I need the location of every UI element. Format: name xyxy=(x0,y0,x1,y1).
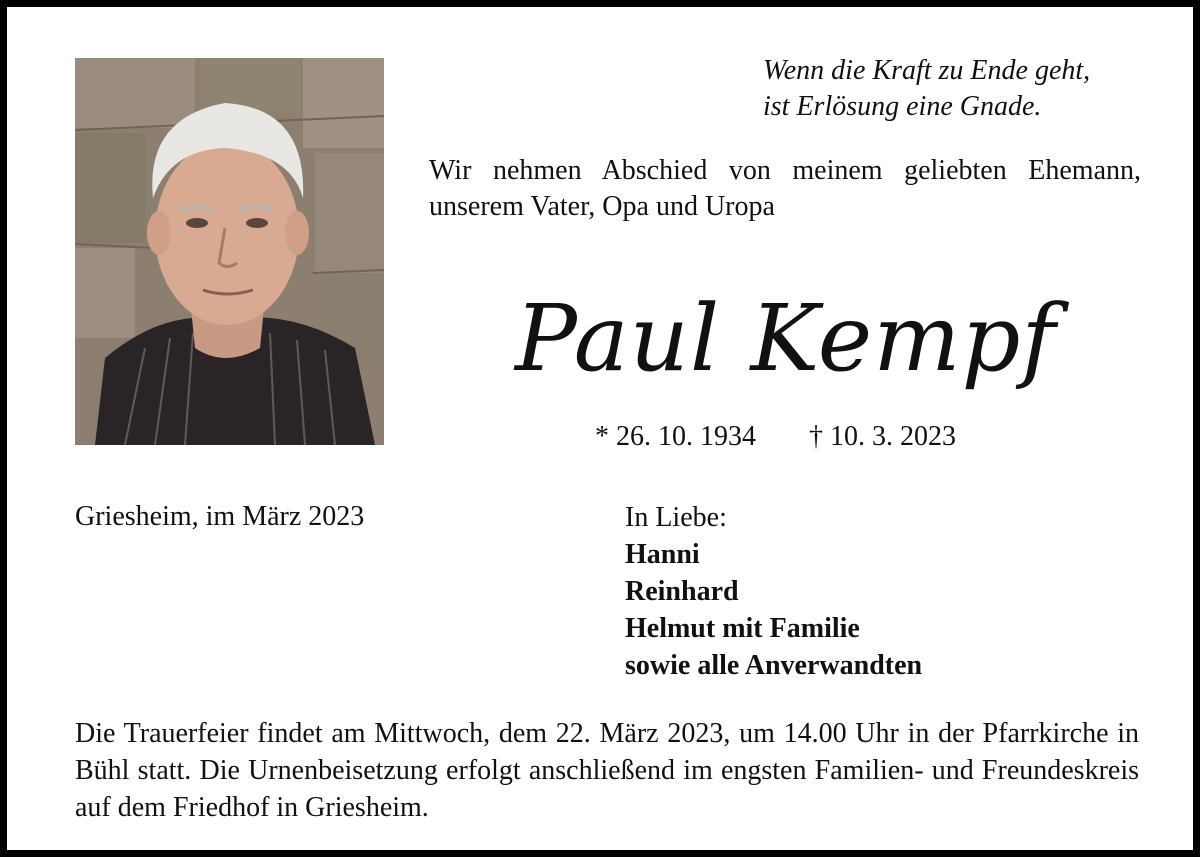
place-and-date: Griesheim, im März 2023 xyxy=(75,501,365,532)
life-dates xyxy=(595,419,956,455)
motto-line-1: Wenn die Kraft zu Ende geht, xyxy=(763,55,1091,86)
mourner-name: Helmut mit Familie xyxy=(625,613,860,644)
mourner-name: Reinhard xyxy=(625,576,739,607)
mourner-name: sowie alle Anverwandten xyxy=(625,650,923,681)
motto-line-2: ist Erlösung eine Gnade. xyxy=(763,91,1042,122)
ceremony-details: Die Trauerfeier findet am Mittwoch, dem 22. März 2023, um 14.00 Uhr in der Pfarrkirche in Bühl statt. Die Urnenbeisetzung erfolgt anschließend im engsten Familien- und Freundeskreis auf dem Friedhof in Griesheim. xyxy=(75,718,1139,823)
death-date: † 10. 3. 2023 xyxy=(809,421,956,452)
portrait-image xyxy=(75,58,384,445)
deceased-name: Paul Kempf xyxy=(515,285,1057,392)
mourner-name: Hanni xyxy=(625,539,700,570)
mourners-list xyxy=(625,499,922,684)
mourners-heading: In Liebe: xyxy=(625,502,727,533)
motto-verse xyxy=(763,53,1123,125)
portrait-photo xyxy=(75,58,384,445)
farewell-intro: Wir nehmen Abschied von meinem geliebten Ehemann, unserem Vater, Opa und Uropa xyxy=(429,155,1141,222)
birth-date: * 26. 10. 1934 xyxy=(595,421,756,452)
